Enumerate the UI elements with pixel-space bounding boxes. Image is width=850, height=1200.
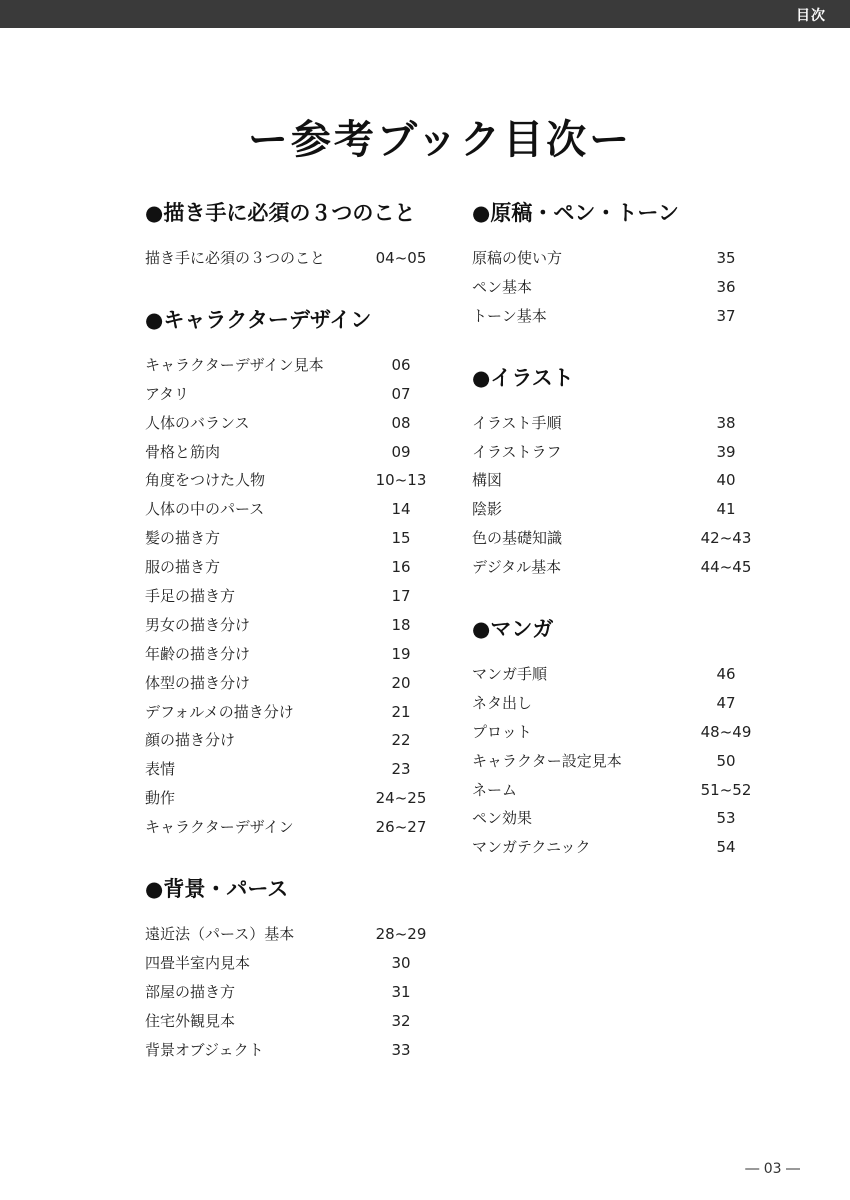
section-heading: ●キャラクターデザイン xyxy=(145,307,372,332)
section-heading: ●背景・パース xyxy=(145,877,289,902)
toc-entry-label: キャラクターデザイン xyxy=(145,818,294,837)
page-title: ー参考ブック目次ー xyxy=(247,117,633,163)
toc-entry xyxy=(145,1036,411,1065)
toc-entry-label: ネタ出し xyxy=(472,693,533,712)
toc-entry-page: 04~05 xyxy=(375,249,427,267)
toc-entry-list xyxy=(472,660,752,862)
toc-entry-page: 37 xyxy=(716,306,736,325)
toc-section xyxy=(145,303,427,842)
toc-entry-page: 38 xyxy=(716,413,736,432)
toc-entry-label: 骨格と筋肉 xyxy=(145,442,221,461)
toc-entry-label: トーン基本 xyxy=(472,306,547,325)
toc-entry xyxy=(145,784,427,813)
toc-entry-page: 39 xyxy=(716,442,736,461)
toc-entry-label: キャラクターデザイン見本 xyxy=(145,355,324,374)
toc-entry xyxy=(472,660,736,689)
toc-entry-label: 手足の描き方 xyxy=(145,587,236,606)
toc-entry xyxy=(472,244,736,273)
toc-entry-page: 30 xyxy=(391,953,411,972)
toc-entry-label: 原稿の使い方 xyxy=(472,249,563,267)
toc-entry-label: 動作 xyxy=(145,789,176,808)
toc-entry-label: 陰影 xyxy=(472,500,503,519)
toc-entry-list xyxy=(472,409,752,582)
toc-entry-page: 14 xyxy=(391,500,411,519)
toc-entry-page: 50 xyxy=(716,751,736,770)
section-heading: ●イラスト xyxy=(472,365,574,390)
header-label: 目次 xyxy=(796,8,826,24)
toc-entry xyxy=(145,949,411,978)
toc-entry-label: 人体の中のパース xyxy=(145,500,265,519)
toc-entry-page: 46 xyxy=(716,665,736,684)
toc-entry-label: プロット xyxy=(472,722,532,741)
toc-entry xyxy=(145,698,411,727)
toc-entry-label: ネーム xyxy=(472,780,518,799)
toc-entry xyxy=(145,1007,411,1036)
toc-entry-page: 31 xyxy=(391,982,411,1001)
toc-entry-label: 色の基礎知識 xyxy=(472,529,563,548)
toc-entry xyxy=(472,466,736,495)
toc-entry-page: 28~29 xyxy=(375,925,427,944)
toc-entry-list xyxy=(145,351,427,842)
toc-section xyxy=(145,872,427,1064)
toc-entry xyxy=(145,495,411,524)
toc-entry xyxy=(472,495,736,524)
toc-entry xyxy=(145,669,411,698)
toc-entry xyxy=(145,409,411,438)
toc-entry-list xyxy=(145,920,427,1064)
toc-entry-page: 54 xyxy=(716,838,736,857)
header-bar xyxy=(0,0,850,28)
toc-entry-label: マンガ手順 xyxy=(472,665,548,684)
toc-entry xyxy=(145,726,411,755)
toc-entry xyxy=(145,920,427,949)
section-heading: ●マンガ xyxy=(472,617,554,642)
toc-entry-label: 角度をつけた人物 xyxy=(145,471,266,490)
toc-entry-page: 19 xyxy=(391,644,411,663)
toc-entry-label: 表情 xyxy=(145,760,176,779)
section-heading: ●描き手に必須の３つのこと xyxy=(145,201,416,225)
toc-entry-label: マンガテクニック xyxy=(472,838,591,857)
toc-entry-label: 構図 xyxy=(472,471,503,490)
toc-entry-page: 21 xyxy=(391,702,411,721)
toc-entry xyxy=(472,747,736,776)
toc-entry-page: 17 xyxy=(391,587,411,606)
toc-entry-page: 44~45 xyxy=(700,558,752,577)
toc-entry xyxy=(145,244,427,273)
toc-entry-label: 描き手に必須の３つのこと xyxy=(145,249,326,267)
toc-entry xyxy=(145,611,411,640)
toc-entry xyxy=(472,553,752,582)
toc-entry-page: 32 xyxy=(391,1011,411,1030)
toc-entry xyxy=(472,804,736,833)
toc-entry-label: 男女の描き分け xyxy=(145,615,251,634)
toc-section xyxy=(472,612,752,862)
toc-entry-label: ペン効果 xyxy=(472,809,533,828)
toc-entry xyxy=(145,640,411,669)
toc-entry xyxy=(145,978,411,1007)
toc-entry xyxy=(472,273,736,302)
toc-entry-page: 20 xyxy=(391,673,411,692)
toc-entry-label: 顔の描き分け xyxy=(145,731,236,750)
toc-entry-list xyxy=(145,244,427,273)
toc-entry-label: 住宅外観見本 xyxy=(145,1011,236,1030)
toc-entry-label: 四畳半室内見本 xyxy=(145,953,251,972)
toc-entry xyxy=(145,380,411,409)
toc-entry xyxy=(145,582,411,611)
toc-entry xyxy=(145,438,411,467)
toc-entry-label: キャラクター設定見本 xyxy=(472,751,622,770)
toc-entry-page: 41 xyxy=(716,500,736,519)
toc-entry xyxy=(472,438,736,467)
toc-entry-label: イラスト手順 xyxy=(472,413,562,432)
toc-left-column xyxy=(145,196,427,1094)
toc-entry-label: 遠近法（パース）基本 xyxy=(145,925,295,944)
toc-entry-page: 42~43 xyxy=(700,529,752,548)
toc-entry-page: 08 xyxy=(391,413,411,432)
toc-entry xyxy=(145,755,411,784)
toc-entry-label: デフォルメの描き分け xyxy=(145,702,294,721)
section-heading: ●原稿・ペン・トーン xyxy=(472,201,679,225)
toc-entry-page: 06 xyxy=(391,355,411,374)
toc-entry-label: アタリ xyxy=(145,384,189,403)
toc-entry-page: 15 xyxy=(391,529,411,548)
toc-entry xyxy=(472,833,736,862)
toc-entry-page: 48~49 xyxy=(700,722,752,741)
toc-entry-page: 10~13 xyxy=(375,471,427,490)
toc-entry xyxy=(145,553,411,582)
toc-entry-page: 18 xyxy=(391,615,411,634)
toc-entry-label: 背景オブジェクト xyxy=(145,1040,264,1059)
toc-entry xyxy=(145,813,427,842)
toc-entry-page: 09 xyxy=(391,442,411,461)
toc-entry-page: 16 xyxy=(391,558,411,577)
toc-entry-page: 36 xyxy=(716,277,736,296)
toc-entry xyxy=(145,351,411,380)
toc-section xyxy=(472,196,736,331)
toc-entry-label: 年齢の描き分け xyxy=(145,644,251,663)
toc-section xyxy=(472,361,752,582)
toc-entry-page: 24~25 xyxy=(375,789,427,808)
toc-entry-page: 23 xyxy=(391,760,411,779)
toc-entry xyxy=(472,524,752,553)
toc-entry-page: 07 xyxy=(391,384,411,403)
toc-entry-page: 33 xyxy=(391,1040,411,1059)
toc-section xyxy=(145,196,427,273)
toc-entry-page: 51~52 xyxy=(700,780,752,799)
toc-entry-page: 22 xyxy=(391,731,411,750)
page-number: ― 03 ― xyxy=(745,1161,800,1177)
toc-entry xyxy=(472,776,752,805)
toc-entry-label: デジタル基本 xyxy=(472,558,562,577)
toc-entry-page: 47 xyxy=(716,693,736,712)
toc-entry xyxy=(145,524,411,553)
toc-entry-list xyxy=(472,244,736,331)
toc-entry xyxy=(472,302,736,331)
toc-entry-page: 35 xyxy=(716,249,736,267)
toc-entry-page: 26~27 xyxy=(375,818,427,837)
toc-entry-label: 髪の描き方 xyxy=(145,529,221,548)
toc-entry-page: 40 xyxy=(716,471,736,490)
toc-entry xyxy=(472,689,736,718)
toc-entry-label: 人体のバランス xyxy=(145,413,250,432)
toc-entry xyxy=(472,409,736,438)
toc-entry-label: イラストラフ xyxy=(472,442,562,461)
toc-entry-page: 53 xyxy=(716,809,736,828)
toc-right-column xyxy=(472,196,752,892)
toc-entry xyxy=(472,718,752,747)
toc-entry-label: 服の描き方 xyxy=(145,558,221,577)
toc-entry-label: 部屋の描き方 xyxy=(145,982,236,1001)
toc-entry xyxy=(145,466,427,495)
toc-entry-label: 体型の描き分け xyxy=(145,673,251,692)
toc-entry-label: ペン基本 xyxy=(472,277,533,296)
